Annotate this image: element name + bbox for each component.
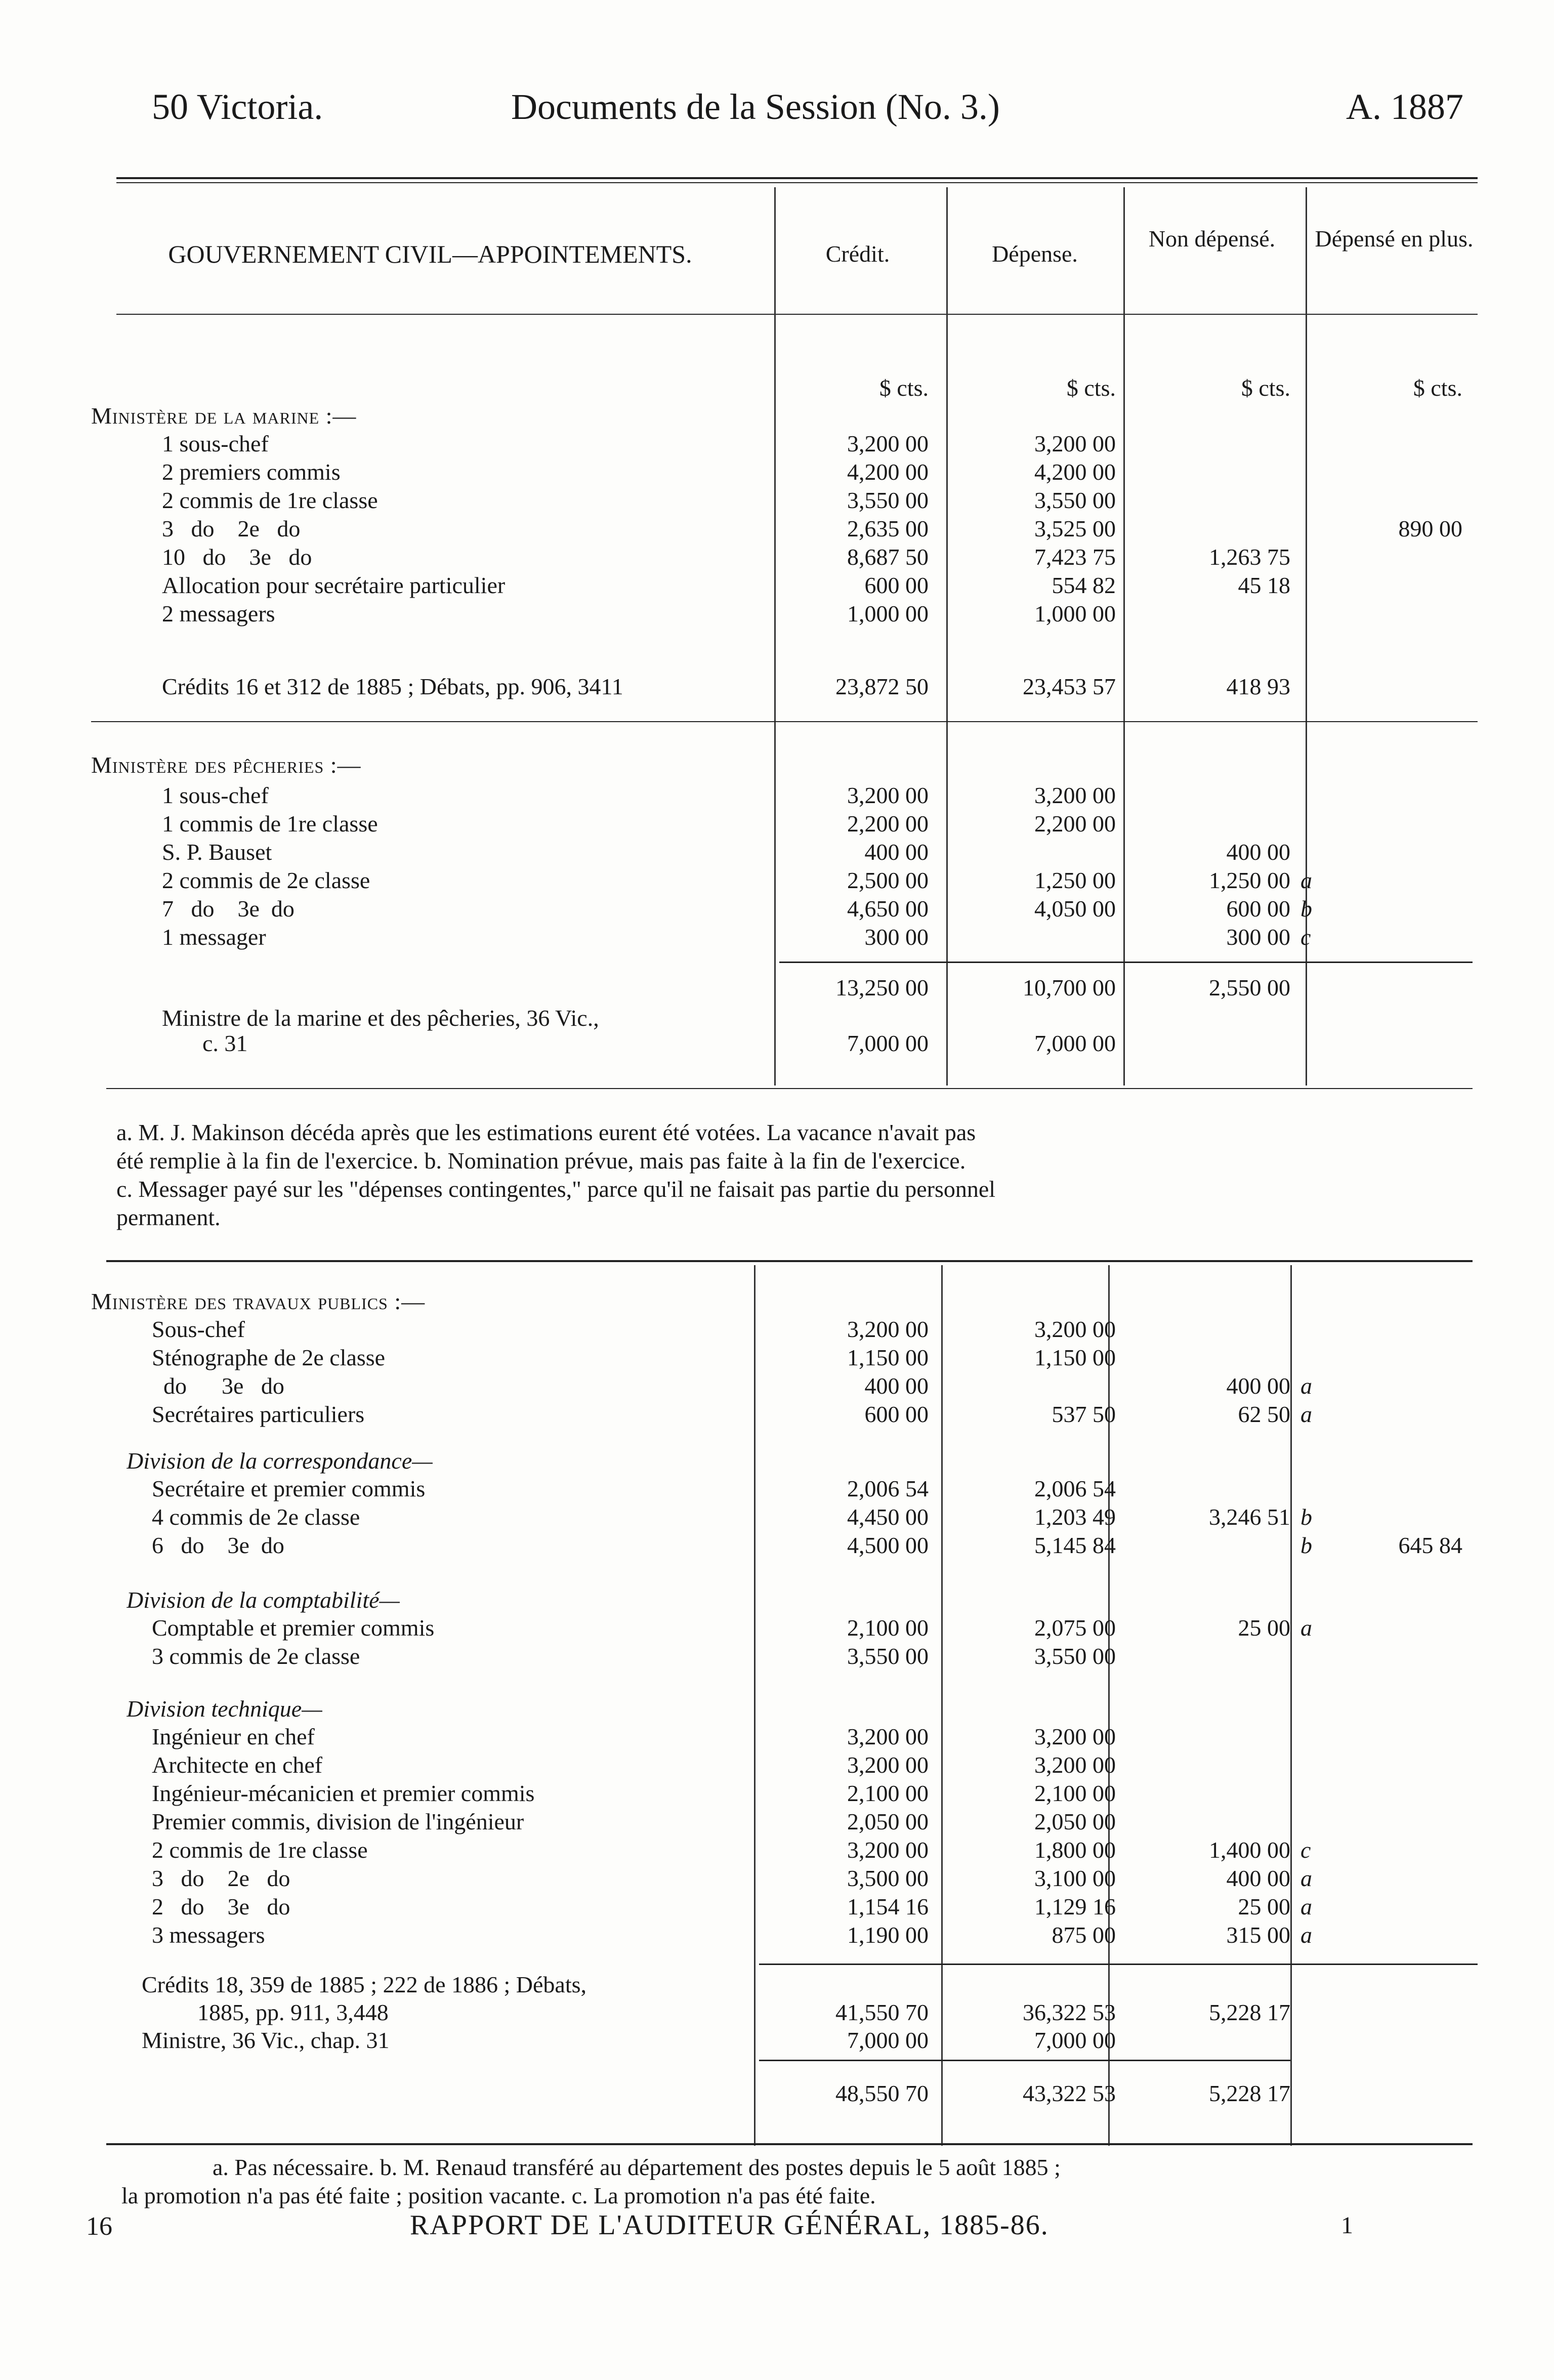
cell-depense: 1,000 00 bbox=[1034, 601, 1116, 627]
footer-mark: 1 bbox=[1341, 2212, 1353, 2239]
cell-credit: 1,190 00 bbox=[847, 1922, 929, 1948]
cell-depense: 3,550 00 bbox=[1034, 1643, 1116, 1669]
header-left: 50 Victoria. bbox=[152, 87, 323, 127]
cell-credit: 2,100 00 bbox=[847, 1615, 929, 1641]
cell-credit: 8,687 50 bbox=[847, 544, 929, 570]
row-label: 4 commis de 2e classe bbox=[152, 1504, 360, 1530]
col-credit-head: Crédit. bbox=[825, 241, 890, 267]
cell-depense: 3,200 00 bbox=[1034, 1724, 1116, 1749]
cell-depense: 554 82 bbox=[1052, 572, 1116, 598]
row-note: a bbox=[1300, 1615, 1312, 1641]
cell-credit: 300 00 bbox=[864, 924, 929, 950]
cell-depense: 1,150 00 bbox=[1034, 1345, 1116, 1370]
header-rule-thin bbox=[116, 182, 1478, 183]
table-row bbox=[0, 1751, 1554, 1779]
table-row bbox=[0, 1475, 1554, 1502]
row-label: 2 commis de 1re classe bbox=[152, 1837, 368, 1863]
table-row bbox=[0, 1316, 1554, 1343]
row-note: a bbox=[1300, 1894, 1312, 1919]
row-note: c bbox=[1300, 924, 1311, 950]
col-non-depense-head: Non dépensé. bbox=[1148, 226, 1276, 252]
cell-non: 600 00 bbox=[1226, 896, 1290, 922]
section-heading-travaux: Ministère des travaux publics :— bbox=[91, 1288, 426, 1314]
row-note: b bbox=[1300, 1532, 1312, 1558]
col-depense-plus-head: Dépensé en plus. bbox=[1315, 226, 1474, 252]
cell-non: 1,263 75 bbox=[1209, 544, 1290, 570]
row-label: Secrétaire et premier commis bbox=[152, 1476, 426, 1501]
row-label: do 3e do bbox=[152, 1373, 284, 1399]
peche-ministre-row: Ministre de la marine et des pêcheries, 36 Vic., bbox=[162, 1005, 599, 1031]
cell-non: 1,250 00 bbox=[1209, 867, 1290, 893]
cell-credit: 600 00 bbox=[864, 572, 929, 598]
cell-depense: 4,200 00 bbox=[1034, 459, 1116, 485]
table-row bbox=[0, 572, 1554, 599]
row-note: a bbox=[1300, 1373, 1312, 1399]
row-note: b bbox=[1300, 1504, 1312, 1530]
cell-depense: 1,129 16 bbox=[1034, 1894, 1116, 1919]
cell-depense: 1,203 49 bbox=[1034, 1504, 1116, 1530]
table-row bbox=[0, 1372, 1554, 1400]
cell-non: 400 00 bbox=[1226, 839, 1290, 865]
cell-non: 62 50 bbox=[1238, 1401, 1290, 1427]
table-title: GOUVERNEMENT CIVIL—APPOINTEMENTS. bbox=[168, 240, 692, 268]
cell-non: 25 00 bbox=[1238, 1894, 1290, 1919]
table-row bbox=[0, 1865, 1554, 1892]
table-row bbox=[0, 839, 1554, 866]
table-row bbox=[0, 1401, 1554, 1428]
cell-credit: 4,450 00 bbox=[847, 1504, 929, 1530]
travaux-notes: a. Pas nécessaire. b. M. Renaud transféré au département des postes depuis le 5 août 1885 ; la promotion n'a pas été faite ; position vacante. c. La promotion n'a pas été faite. bbox=[121, 2154, 1061, 2208]
table-row bbox=[0, 1614, 1554, 1642]
row-label: Ingénieur en chef bbox=[152, 1724, 315, 1749]
table-row bbox=[0, 600, 1554, 628]
col-depense-head: Dépense. bbox=[992, 241, 1078, 267]
row-note: a bbox=[1300, 867, 1312, 893]
cell-non: 315 00 bbox=[1226, 1922, 1290, 1948]
cell-depense: 4,050 00 bbox=[1034, 896, 1116, 922]
table-row bbox=[0, 782, 1554, 809]
cell-depense: 3,200 00 bbox=[1034, 431, 1116, 456]
table-row bbox=[0, 1344, 1554, 1371]
cell-credit: 4,200 00 bbox=[847, 459, 929, 485]
cell-depense: 1,250 00 bbox=[1034, 867, 1116, 893]
row-label: 2 messagers bbox=[162, 601, 275, 627]
table-row bbox=[0, 1532, 1554, 1559]
cell-credit: 3,200 00 bbox=[847, 1752, 929, 1778]
division-heading: Division technique— bbox=[127, 1696, 323, 1722]
travaux-ministre-row: Ministre, 36 Vic., chap. 31 7,000 00 7,000 00 bbox=[142, 2027, 1116, 2053]
cell-credit: 3,200 00 bbox=[847, 782, 929, 808]
footer-title: RAPPORT DE L'AUDITEUR GÉNÉRAL, 1885-86. bbox=[410, 2209, 1049, 2241]
cell-depense: 1,800 00 bbox=[1034, 1837, 1116, 1863]
table-row bbox=[0, 430, 1554, 457]
row-label: 1 sous-chef bbox=[162, 782, 269, 808]
cell-depense: 3,200 00 bbox=[1034, 1316, 1116, 1342]
header-center: Documents de la Session (No. 3.) bbox=[511, 87, 1000, 127]
section-rule bbox=[106, 2143, 1473, 2145]
cell-non: 300 00 bbox=[1226, 924, 1290, 950]
table-row bbox=[0, 1504, 1554, 1531]
cell-credit: 2,100 00 bbox=[847, 1780, 929, 1806]
cell-depense: 3,100 00 bbox=[1034, 1865, 1116, 1891]
cell-depense: 2,075 00 bbox=[1034, 1615, 1116, 1641]
cell-credit: 2,200 00 bbox=[847, 811, 929, 837]
row-label: Ingénieur-mécanicien et premier commis bbox=[152, 1780, 535, 1806]
travaux-total-row: 48,550 70 43,322 53 5,228 17 bbox=[835, 2080, 1290, 2106]
cell-credit: 3,200 00 bbox=[847, 1837, 929, 1863]
row-label: 2 do 3e do bbox=[152, 1894, 290, 1919]
cell-credit: 400 00 bbox=[864, 839, 929, 865]
cell-credit: 3,550 00 bbox=[847, 1643, 929, 1669]
row-label: S. P. Bauset bbox=[162, 839, 272, 865]
cell-non: 1,400 00 bbox=[1209, 1837, 1290, 1863]
cell-credit: 4,500 00 bbox=[847, 1532, 929, 1558]
cell-credit: 3,200 00 bbox=[847, 1724, 929, 1749]
cell-credit: 3,550 00 bbox=[847, 487, 929, 513]
table-row bbox=[0, 544, 1554, 571]
row-note: c bbox=[1300, 1837, 1311, 1863]
cell-non: 400 00 bbox=[1226, 1373, 1290, 1399]
marine-total-row: Crédits 16 et 312 de 1885 ; Débats, pp. 906, 3411 23,872 50 23,453 57 418 93 bbox=[162, 674, 1290, 699]
cell-credit: 2,006 54 bbox=[847, 1476, 929, 1501]
section-rule bbox=[106, 1260, 1473, 1262]
row-note: b bbox=[1300, 896, 1312, 922]
cell-credit: 1,154 16 bbox=[847, 1894, 929, 1919]
table-row bbox=[0, 1808, 1554, 1835]
division-heading-row bbox=[0, 1447, 1554, 1475]
row-label: 7 do 3e do bbox=[162, 896, 295, 922]
row-label: 2 commis de 1re classe bbox=[162, 487, 378, 513]
cell-non: 400 00 bbox=[1226, 1865, 1290, 1891]
division-heading-row bbox=[0, 1586, 1554, 1614]
peche-notes: a. M. J. Makinson décéda après que les estimations eurent été votées. La vacance n'avait pas été remplie à la fin de l'exercice. b. Nomination prévue, mais pas faite à la fin de l'exercice. c. Messager payé sur les "dépenses contingentes," parce qu'il ne faisait pas partie du personnel permanent. bbox=[116, 1119, 996, 1230]
section-heading-peche: Ministère des pêcheries :— bbox=[91, 752, 361, 778]
section-heading-marine: Ministère de la marine :— bbox=[91, 403, 357, 429]
row-label: Sténographe de 2e classe bbox=[152, 1345, 386, 1370]
cell-credit: 2,500 00 bbox=[847, 867, 929, 893]
row-label: Comptable et premier commis bbox=[152, 1615, 435, 1641]
cell-non: 3,246 51 bbox=[1209, 1504, 1290, 1530]
row-label: 3 commis de 2e classe bbox=[152, 1643, 360, 1669]
cell-credit: 2,635 00 bbox=[847, 516, 929, 541]
table-row bbox=[0, 1836, 1554, 1864]
table-row bbox=[0, 924, 1554, 951]
section-rule bbox=[91, 721, 1478, 722]
colhead-rule bbox=[116, 314, 1478, 315]
row-label: 2 premiers commis bbox=[162, 459, 341, 485]
header-right: A. 1887 bbox=[1346, 87, 1463, 127]
peche-ministre-row-2: c. 31 7,000 00 7,000 00 bbox=[202, 1030, 1116, 1056]
row-label: 3 do 2e do bbox=[162, 516, 301, 541]
cell-credit: 1,150 00 bbox=[847, 1345, 929, 1370]
row-label: 10 do 3e do bbox=[162, 544, 312, 570]
row-label: 1 commis de 1re classe bbox=[162, 811, 378, 837]
subtotal-rule bbox=[779, 962, 1473, 963]
section-rule bbox=[106, 1088, 1473, 1089]
cell-plus: 890 00 bbox=[1398, 516, 1462, 541]
cell-credit: 3,500 00 bbox=[847, 1865, 929, 1891]
subtotal-rule bbox=[759, 1964, 1478, 1965]
row-label: 6 do 3e do bbox=[152, 1532, 284, 1558]
table-row bbox=[0, 1723, 1554, 1750]
cell-depense: 537 50 bbox=[1052, 1401, 1116, 1427]
cell-depense: 3,550 00 bbox=[1034, 487, 1116, 513]
cell-depense: 2,050 00 bbox=[1034, 1809, 1116, 1834]
table-row bbox=[0, 1922, 1554, 1949]
row-note: a bbox=[1300, 1401, 1312, 1427]
travaux-credits-row: Crédits 18, 359 de 1885 ; 222 de 1886 ; Débats, bbox=[142, 1972, 587, 1997]
cell-credit: 1,000 00 bbox=[847, 601, 929, 627]
row-label: Premier commis, division de l'ingénieur bbox=[152, 1809, 524, 1834]
cell-plus: 645 84 bbox=[1398, 1532, 1462, 1558]
cell-depense: 3,200 00 bbox=[1034, 782, 1116, 808]
row-label: Sous-chef bbox=[152, 1316, 245, 1342]
subtotal-rule bbox=[759, 2060, 1290, 2061]
row-label: 1 messager bbox=[162, 924, 266, 950]
cell-depense: 7,423 75 bbox=[1034, 544, 1116, 570]
row-label: Architecte en chef bbox=[152, 1752, 323, 1778]
cell-depense: 2,200 00 bbox=[1034, 811, 1116, 837]
cell-depense: 3,525 00 bbox=[1034, 516, 1116, 541]
cell-non: 45 18 bbox=[1238, 572, 1290, 598]
cell-depense: 875 00 bbox=[1052, 1922, 1116, 1948]
row-label: 3 do 2e do bbox=[152, 1865, 290, 1891]
header-rule bbox=[116, 177, 1478, 179]
peche-subtotal-row: 13,250 00 10,700 00 2,550 00 bbox=[835, 975, 1290, 1000]
cell-credit: 3,200 00 bbox=[847, 1316, 929, 1342]
cell-credit: 600 00 bbox=[864, 1401, 929, 1427]
division-heading: Division de la correspondance— bbox=[127, 1448, 433, 1474]
row-label: Secrétaires particuliers bbox=[152, 1401, 365, 1427]
table-row bbox=[0, 515, 1554, 542]
division-heading: Division de la comptabilité— bbox=[127, 1587, 400, 1613]
row-label: 3 messagers bbox=[152, 1922, 265, 1948]
division-heading-row bbox=[0, 1695, 1554, 1723]
units-row: $ cts. $ cts. $ cts. $ cts. bbox=[879, 375, 1462, 401]
row-label: 1 sous-chef bbox=[162, 431, 269, 456]
page-number: 16 bbox=[86, 2212, 112, 2241]
table-row bbox=[0, 1893, 1554, 1920]
table-row bbox=[0, 1643, 1554, 1670]
cell-credit: 3,200 00 bbox=[847, 431, 929, 456]
table-row bbox=[0, 1780, 1554, 1807]
cell-credit: 400 00 bbox=[864, 1373, 929, 1399]
table-row bbox=[0, 810, 1554, 838]
row-note: a bbox=[1300, 1922, 1312, 1948]
row-note: a bbox=[1300, 1865, 1312, 1891]
table-row bbox=[0, 458, 1554, 486]
cell-non: 25 00 bbox=[1238, 1615, 1290, 1641]
table-row bbox=[0, 487, 1554, 514]
travaux-credits-row-2: 1885, pp. 911, 3,448 41,550 70 36,322 53 5,228 17 bbox=[197, 1999, 1290, 2025]
cell-depense: 2,100 00 bbox=[1034, 1780, 1116, 1806]
cell-credit: 2,050 00 bbox=[847, 1809, 929, 1834]
cell-depense: 2,006 54 bbox=[1034, 1476, 1116, 1501]
row-label: Allocation pour secrétaire particulier bbox=[162, 572, 506, 598]
table-row bbox=[0, 867, 1554, 894]
cell-credit: 4,650 00 bbox=[847, 896, 929, 922]
cell-depense: 5,145 84 bbox=[1034, 1532, 1116, 1558]
cell-depense: 3,200 00 bbox=[1034, 1752, 1116, 1778]
table-row bbox=[0, 895, 1554, 923]
row-label: 2 commis de 2e classe bbox=[162, 867, 370, 893]
